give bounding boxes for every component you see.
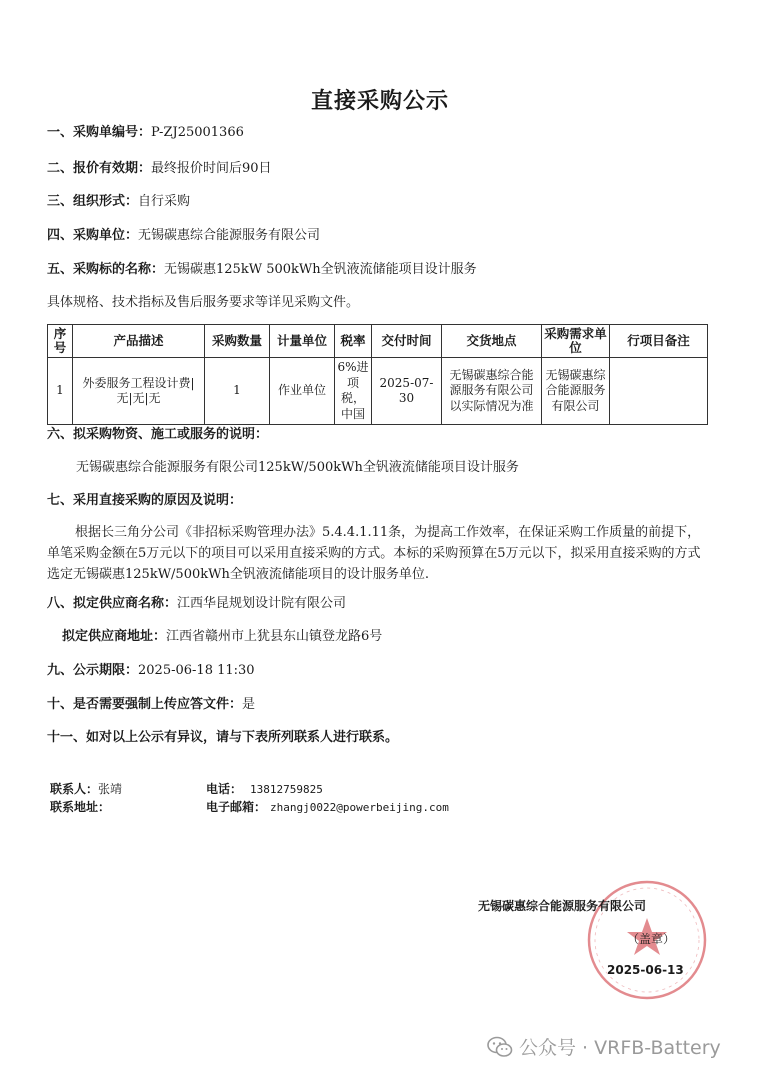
- signature-stamp-label: （盖章）: [627, 932, 676, 946]
- contact-phone: [206, 780, 323, 797]
- section-purchaser: [47, 227, 320, 245]
- header-delivery-time: 交付时间: [372, 325, 442, 358]
- watermark: [487, 1033, 721, 1060]
- order-number-label: 一、采购单编号：: [47, 125, 152, 140]
- watermark-text: 公众号 · VRFB-Battery: [519, 1037, 721, 1059]
- mandatory-upload-label: 十、是否需要强制上传应答文件：: [47, 697, 243, 712]
- organization-form-value: 自行采购: [138, 194, 191, 209]
- supplier-address-value: 江西省赣州市上犹县东山镇登龙路6号: [166, 629, 383, 644]
- cell-index: 1: [48, 358, 73, 425]
- header-index: 序号: [48, 325, 73, 358]
- purchaser-label: 四、采购单位：: [47, 228, 139, 243]
- cell-delivery-place: 无锡碳惠综合能源服务有限公司以实际情况为准: [442, 358, 542, 425]
- signature-date: 2025-06-13: [607, 963, 684, 977]
- purchaser-value: 无锡碳惠综合能源服务有限公司: [138, 228, 321, 243]
- cell-requesting-unit: 无锡碳惠综合能源服务有限公司: [542, 358, 610, 425]
- section-publicity-period: [47, 662, 255, 680]
- spec-note: 具体规格、技术指标及售后服务要求等详见采购文件。: [47, 295, 360, 310]
- supplier-value: 江西华昆规划设计院有限公司: [177, 596, 347, 611]
- contact-person: [50, 780, 122, 797]
- cell-description: 外委服务工程设计费|无|无|无: [73, 358, 205, 425]
- section-six-text: 无锡碳惠综合能源服务有限公司125kW/500kWh全钒液流储能项目设计服务: [76, 460, 519, 475]
- supplier-label: 八、拟定供应商名称：: [47, 596, 178, 611]
- section-organization-form: [47, 193, 190, 211]
- section-supplier-address: [62, 628, 382, 646]
- contact-email-label: 电子邮箱：: [206, 800, 267, 814]
- header-description: 产品描述: [73, 325, 205, 358]
- table-header-row: [48, 325, 708, 358]
- section-seven-text: 根据长三角分公司《非招标采购管理办法》5.4.4.1.11条，为提高工作效率，在保证采购工作质量的前提下，单笔采购金额在5万元以下的项目可以采用直接采购的方式。本标的采购预算在5万元以下，拟采用直接采购的方式选定无锡碳惠125kW/500kWh全钒液流储能项目的设计服务单位.: [47, 525, 701, 582]
- contact-address-label: 联系地址：: [50, 800, 111, 814]
- contact-phone-label: 电话：: [206, 782, 243, 796]
- supplier-address-label: 拟定供应商地址：: [62, 629, 167, 644]
- signature-company: 无锡碳惠综合能源服务有限公司: [478, 899, 647, 913]
- validity-value: 最终报价时间后90日: [151, 161, 272, 176]
- cell-quantity: 1: [205, 358, 270, 425]
- section-subject: [47, 261, 477, 279]
- header-unit: 计量单位: [270, 325, 335, 358]
- section-six-heading: 六、拟采购物资、施工或服务的说明：: [47, 427, 269, 442]
- publicity-period-label: 九、公示期限：: [47, 663, 139, 678]
- subject-label: 五、采购标的名称：: [47, 262, 165, 277]
- header-quantity: 采购数量: [205, 325, 270, 358]
- publicity-period-value: 2025-06-18 11:30: [138, 663, 255, 678]
- header-remarks: 行项目备注: [610, 325, 708, 358]
- table-row: [48, 358, 708, 425]
- validity-label: 二、报价有效期：: [47, 161, 152, 176]
- header-tax-rate: 税率: [335, 325, 372, 358]
- order-number-value: P-ZJ25001366: [151, 125, 244, 140]
- page-title: 直接采购公示: [310, 88, 449, 114]
- section-seven-heading: 七、采用直接采购的原因及说明：: [47, 493, 243, 508]
- header-delivery-place: 交货地点: [442, 325, 542, 358]
- section-order-number: [47, 124, 244, 142]
- cell-unit: 作业单位: [270, 358, 335, 425]
- contact-email-value: zhangj0022@powerbeijing.com: [270, 801, 449, 814]
- wechat-icon: [487, 1036, 513, 1058]
- cell-delivery-time: 2025-07-30: [372, 358, 442, 425]
- section-mandatory-upload: [47, 696, 255, 714]
- contact-person-label: 联系人：: [50, 782, 99, 796]
- subject-value: 无锡碳惠125kW 500kWh全钒液流储能项目设计服务: [164, 262, 477, 277]
- organization-form-label: 三、组织形式：: [47, 194, 139, 209]
- mandatory-upload-value: 是: [242, 697, 256, 712]
- contact-email: [206, 798, 449, 815]
- cell-remarks: [610, 358, 708, 425]
- items-table: [47, 324, 708, 425]
- section-validity: [47, 160, 272, 178]
- contact-phone-value: 13812759825: [250, 783, 323, 796]
- contact-person-value: 张靖: [98, 782, 123, 796]
- section-supplier: [47, 595, 346, 613]
- header-requesting-unit: 采购需求单位: [542, 325, 610, 358]
- section-objection-note: 十一、如对以上公示有异议，请与下表所列联系人进行联系。: [47, 730, 399, 745]
- cell-tax-rate: 6%进项税，中国: [335, 358, 372, 425]
